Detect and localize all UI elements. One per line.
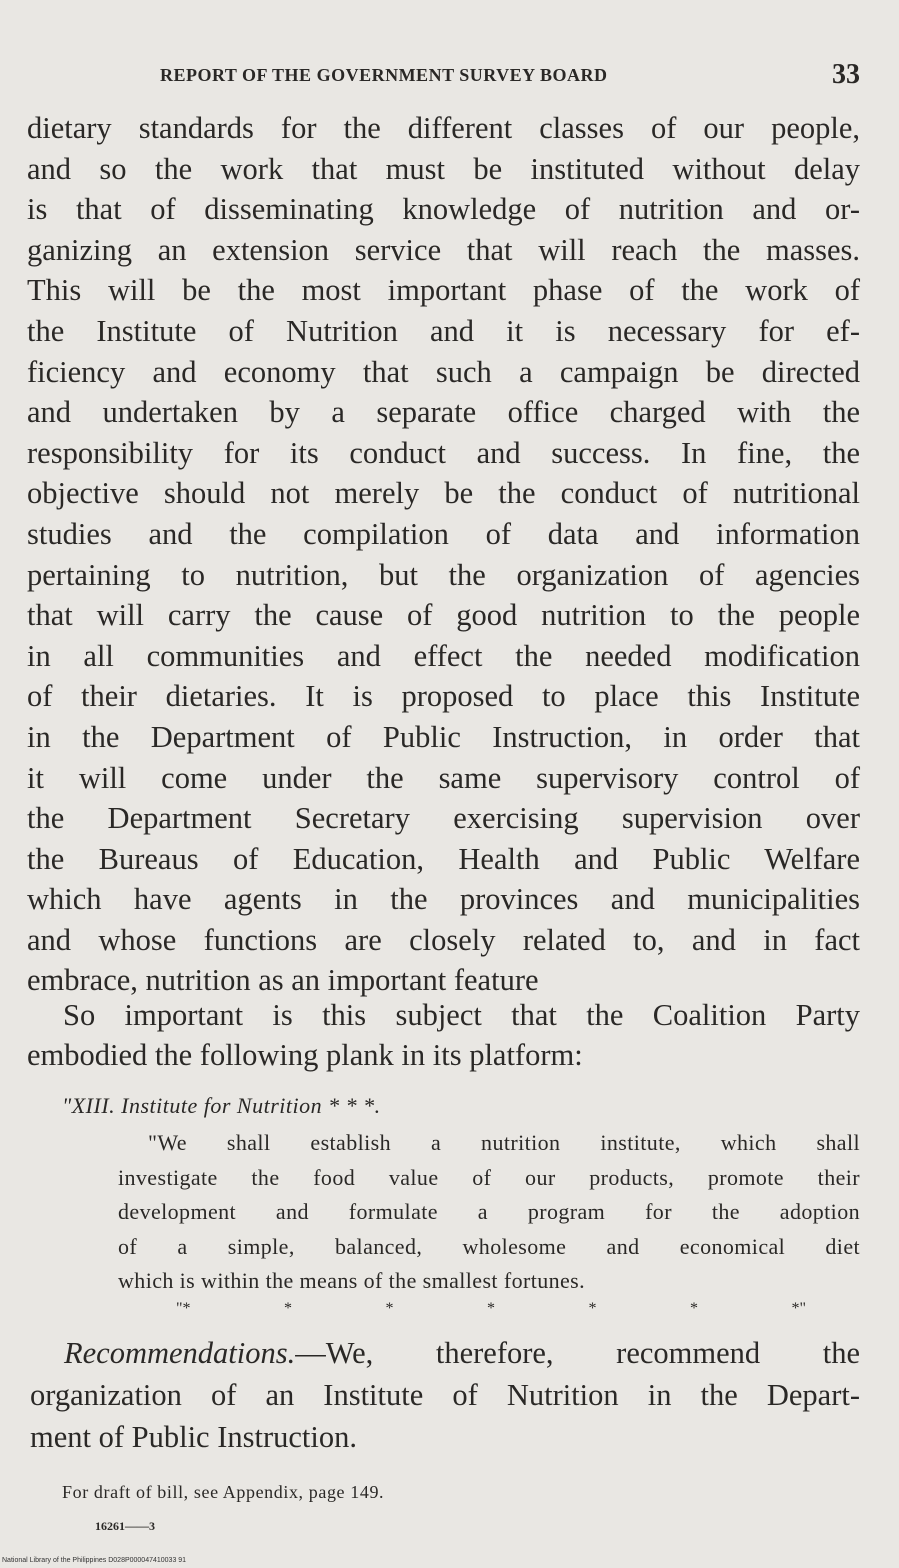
quote-line: which is within the means of the smallest fortunes. xyxy=(118,1268,586,1293)
plank-title: "XIII. Institute for Nutrition * * *. xyxy=(62,1093,381,1118)
text-line: So important is this subject that the Coalition Party xyxy=(63,998,860,1032)
text-line: responsibility for its conduct and success. In fine, the xyxy=(27,435,860,470)
text-line: the Department Secretary exercising supervision over xyxy=(27,801,860,836)
header-title: REPORT OF THE GOVERNMENT SURVEY BOARD xyxy=(160,64,608,85)
text-line: and whose functions are closely related to, and in fact xyxy=(27,922,860,957)
star-mark: *" xyxy=(791,1300,806,1317)
text-line: the Bureaus of Education, Health and Public Welfare xyxy=(27,841,860,876)
quote-line: investigate the food value of our products, promote their xyxy=(118,1164,860,1190)
star-mark: * xyxy=(588,1300,597,1317)
quote-line: development and formulate a program for the adoption xyxy=(118,1199,860,1224)
text-line: is that of disseminating knowledge of nutrition and or- xyxy=(27,192,860,227)
text-line: This will be the most important phase of the work of xyxy=(27,273,860,308)
text-line: and so the work that must be instituted without delay xyxy=(27,151,860,186)
text-line: embodied the following plank in its platform: xyxy=(27,1038,583,1072)
text-line: studies and the compilation of data and information xyxy=(27,516,860,551)
paragraph-main xyxy=(27,108,860,1001)
text-line: in the Department of Public Instruction, in order that xyxy=(27,719,860,754)
text-line: in all communities and effect the needed modification xyxy=(27,638,860,673)
quote-line: of a simple, balanced, wholesome and economical diet xyxy=(118,1233,860,1259)
text-line: and undertaken by a separate office charged with the xyxy=(27,395,860,430)
ellipsis-stars xyxy=(176,1300,806,1318)
page-number: 33 xyxy=(832,59,860,90)
footnote: For draft of bill, see Appendix, page 149. xyxy=(62,1482,385,1502)
text-line: of their dietaries. It is proposed to place this Institute xyxy=(27,679,860,714)
quote-line: "We shall establish a nutrition institute, which shall xyxy=(148,1130,860,1155)
star-mark: * xyxy=(385,1300,394,1317)
printer-mark: 16261——3 xyxy=(95,1519,155,1533)
text-line xyxy=(30,1332,860,1374)
text-line: ganizing an extension service that will reach the masses. xyxy=(27,232,860,267)
star-mark: * xyxy=(284,1300,293,1317)
text-line: the Institute of Nutrition and it is necessary for ef- xyxy=(27,313,860,348)
text-line: which have agents in the provinces and municipalities xyxy=(27,882,860,917)
text-line: ficiency and economy that such a campaign be directed xyxy=(27,354,860,389)
text-line: that will carry the cause of good nutrition to the people xyxy=(27,598,860,633)
recommendations-text: —We, therefore, recommend the xyxy=(295,1336,860,1370)
scan-credit: National Library of the Philippines D028P000047410033 91 xyxy=(2,1557,187,1564)
text-line: ment of Public Instruction. xyxy=(30,1420,357,1454)
text-line: dietary standards for the different classes of our people, xyxy=(27,111,860,145)
star-mark: "* xyxy=(176,1300,191,1317)
paragraph-coalition xyxy=(27,995,860,1075)
star-mark: * xyxy=(689,1300,698,1317)
text-line: pertaining to nutrition, but the organization of agencies xyxy=(27,557,860,592)
text-line: organization of an Institute of Nutrition in the Depart- xyxy=(30,1378,860,1412)
recommendations-heading: Recommendations. xyxy=(64,1336,296,1370)
text-line: objective should not merely be the conduct of nutritional xyxy=(27,476,860,511)
block-quote xyxy=(118,1126,860,1299)
text-line: embrace, nutrition as an important feature xyxy=(27,963,539,998)
running-header xyxy=(160,58,860,92)
star-mark: * xyxy=(486,1300,495,1317)
paragraph-recommendations xyxy=(30,1332,860,1458)
text-line: it will come under the same supervisory control of xyxy=(27,760,860,795)
